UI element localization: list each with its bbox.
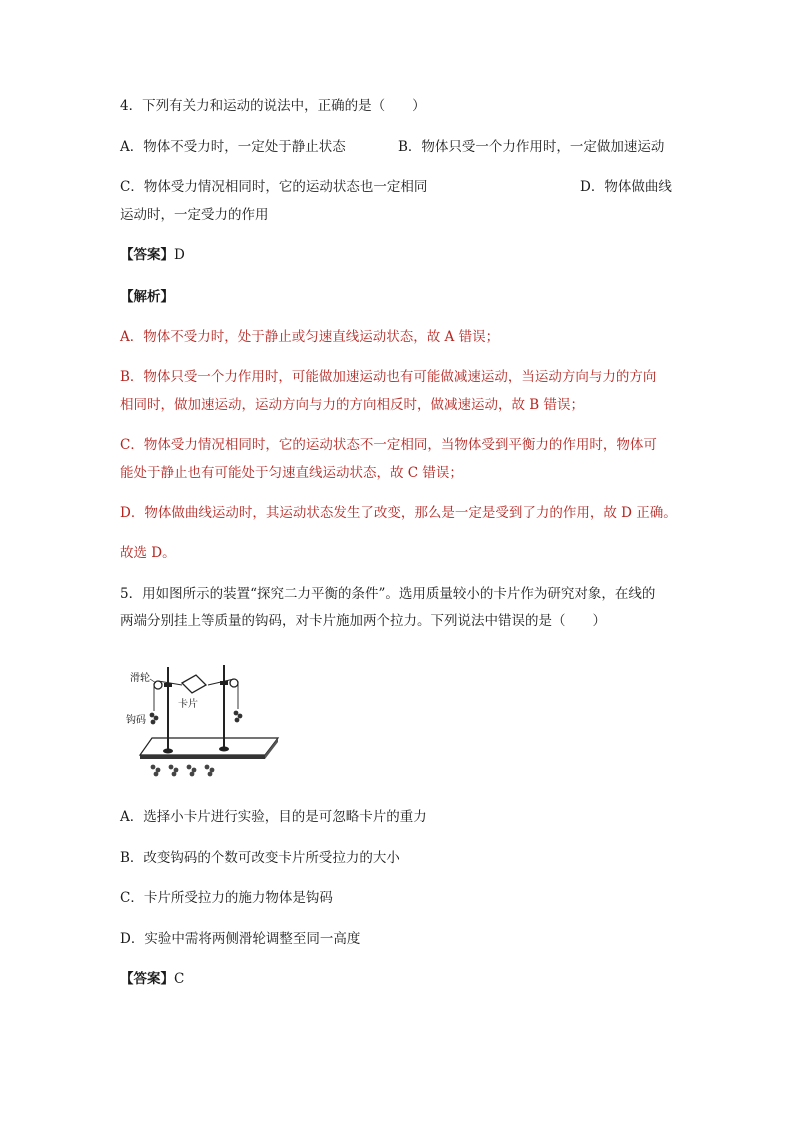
q5-stem-line1: 5．用如图所示的装置“探究二力平衡的条件”。选用质量较小的卡片作为研究对象，在线的: [120, 586, 656, 602]
right-hook-weights-icon: [234, 711, 243, 723]
label-weight: 钩码: [126, 715, 146, 726]
q4-option-c: C．物体受力情况相同时，它的运动状态也一定相同: [120, 179, 428, 195]
base-board: [140, 738, 278, 755]
answer-value: C: [174, 971, 185, 987]
base-board-side: [140, 755, 265, 759]
q4-option-a: A．物体不受力时，一定处于静止状态: [120, 139, 346, 155]
left-hook-weights-icon: [150, 713, 159, 725]
answer-value: D: [174, 247, 185, 263]
q5-option-c: C．卡片所受拉力的施力物体是钩码: [120, 890, 333, 906]
q4-analysis-label: 【解析】: [120, 289, 174, 305]
label-card: 卡片: [178, 699, 198, 710]
q4-option-d: D．物体做曲线: [580, 179, 672, 195]
q4-option-d-continued: 运动时，一定受力的作用: [120, 207, 269, 223]
answer-label: 【答案】: [120, 971, 174, 987]
q4-analysis-line: 能处于静止也有可能处于匀速直线运动状态，故 C 错误；: [120, 465, 463, 481]
label-pulley: 滑轮: [130, 673, 150, 684]
q4-analysis-line: 相同时，做加速运动，运动方向与力的方向相反时，做减速运动，故 B 错误；: [120, 397, 585, 413]
q4-analysis-line: C．物体受力情况相同时，它的运动状态不一定相同，当物体受到平衡力的作用时，物体可: [120, 437, 657, 453]
q4-analysis-line: B．物体只受一个力作用时，可能做加速运动也有可能做减速运动，当运动方向与力的方向: [120, 369, 657, 385]
q4-option-b: B．物体只受一个力作用时，一定做加速运动: [398, 139, 665, 155]
card: [182, 675, 206, 693]
q5-option-d: D．实验中需将两侧滑轮调整至同一高度: [120, 931, 361, 947]
answer-label: 【答案】: [120, 247, 174, 263]
q4-analysis-line: D．物体做曲线运动时，其运动状态发生了改变，那么是一定是受到了力的作用，故 D 正确。: [120, 505, 677, 521]
q4-analysis-line: A．物体不受力时，处于静止或匀速直线运动状态，故 A 错误；: [120, 329, 500, 345]
q4-conclusion: 故选 D。: [120, 545, 176, 561]
two-force-balance-apparatus-figure: [120, 655, 290, 785]
q4-answer: [120, 245, 185, 265]
q5-option-b: B．改变钩码的个数可改变卡片所受拉力的大小: [120, 850, 400, 866]
q5-answer: [120, 969, 184, 989]
spare-weights-icon: [151, 765, 215, 777]
q5-stem-line2: 两端分别挂上等质量的钩码，对卡片施加两个拉力。下列说法中错误的是（ ）: [120, 613, 606, 629]
q4-stem: 4．下列有关力和运动的说法中，正确的是（ ）: [120, 98, 426, 114]
q5-option-a: A．选择小卡片进行实验，目的是可忽略卡片的重力: [120, 809, 427, 825]
right-pulley-icon: [230, 679, 238, 687]
